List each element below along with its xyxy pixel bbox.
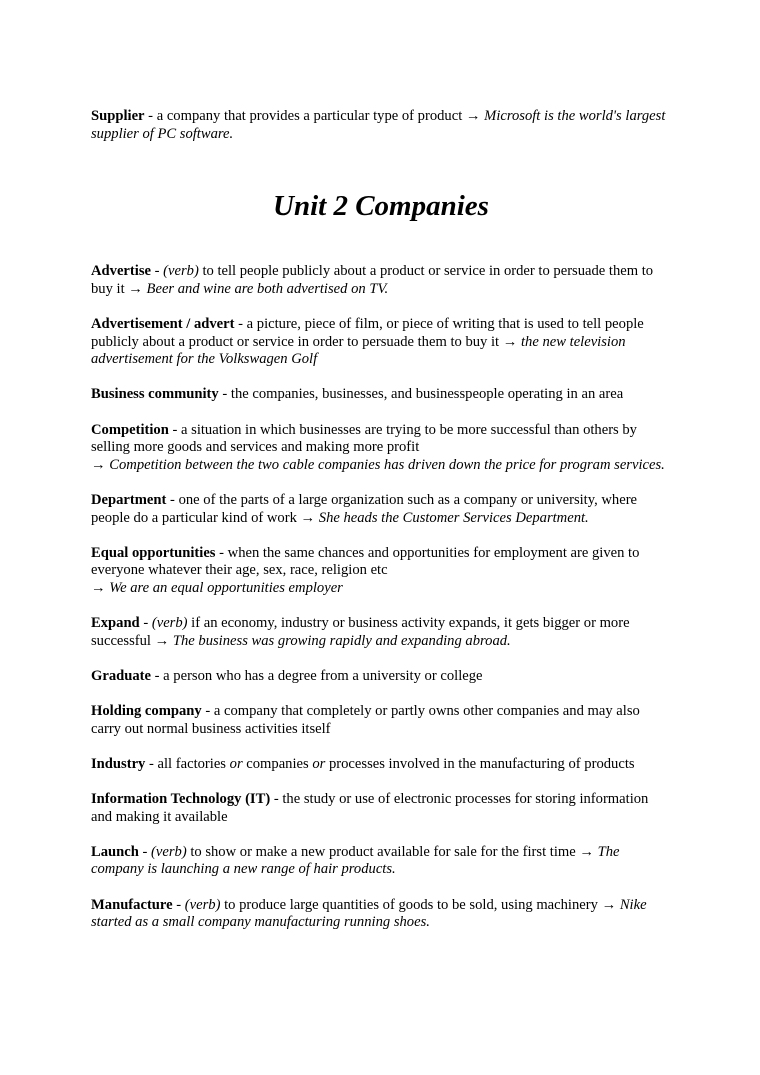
entry-graduate: [91, 668, 671, 686]
conjunction: or: [312, 755, 326, 772]
term: Supplier: [91, 108, 145, 124]
entry-equal-opportunities: [91, 545, 671, 598]
definition-part: all factories: [157, 755, 230, 772]
arrow: →: [124, 280, 147, 297]
definition: one of the parts of a large organization such as a company or university, where people do a particular kind of work: [91, 491, 638, 526]
example: Competition between the two cable companies has driven down the price for program services.: [109, 456, 665, 473]
arrow: →: [91, 456, 110, 473]
separator: -: [201, 703, 214, 720]
example: The company is launching a new range of hair products.: [91, 843, 620, 878]
entry-department: [91, 492, 671, 527]
definition: a company that completely or partly owns other companies and may also carry out normal business activities itself: [91, 703, 640, 737]
definition: when the same chances and opportunities for employment are given to everyone whatever their age, sex, race, religion etc: [91, 544, 640, 579]
entry-expand: [91, 615, 671, 650]
document-body: [91, 108, 671, 949]
part-of-speech: (verb): [151, 843, 187, 860]
separator: -: [270, 791, 283, 807]
term: Advertisement / advert: [91, 315, 235, 332]
entry-holding-company: [91, 703, 671, 738]
definition: if an economy, industry or business activity expands, it gets bigger or more successful: [91, 615, 630, 649]
part-of-speech: (verb): [184, 896, 221, 913]
separator: -: [168, 421, 182, 438]
term: Department: [91, 491, 167, 508]
example-line: [91, 580, 671, 598]
definition: a company that provides a particular type of product: [156, 108, 463, 124]
arrow: →: [597, 896, 620, 913]
part-of-speech: (verb): [163, 263, 199, 280]
example: The business was growing rapidly and expanding abroad.: [172, 632, 511, 649]
separator: -: [145, 755, 158, 772]
example: Beer and wine are both advertised on TV.: [146, 280, 389, 297]
arrow: →: [499, 333, 521, 350]
definition: the study or use of electronic processes for storing information and making it available: [91, 791, 649, 825]
example: She heads the Customer Services Department.: [318, 509, 589, 526]
example-line: [91, 457, 671, 475]
term: Expand: [91, 615, 140, 632]
page-title: Unit 2 Companies: [273, 190, 489, 223]
entry-manufacture: [91, 897, 671, 932]
conjunction: or: [229, 755, 243, 772]
example: Nike started as a small company manufacturing running shoes.: [91, 896, 647, 931]
entry-industry: [91, 756, 671, 774]
definition-part: processes involved in the manufacturing of products: [325, 755, 635, 772]
definition: to produce large quantities of goods to be sold, using machinery: [220, 896, 598, 913]
separator: -: [144, 108, 157, 124]
part-of-speech: (verb): [151, 615, 188, 632]
definition: to tell people publicly about a product or service in order to persuade them to buy it: [91, 263, 654, 297]
example: We are an equal opportunities employer: [109, 579, 343, 596]
entry-advertisement: [91, 316, 671, 369]
example: the new television advertisement for the Volkswagen Golf: [91, 333, 626, 368]
term: Advertise: [91, 263, 151, 280]
term: Holding company: [91, 703, 202, 720]
term: Industry: [91, 755, 146, 772]
arrow: →: [150, 632, 173, 649]
separator: -: [215, 544, 228, 561]
separator: -: [234, 315, 247, 332]
arrow: →: [575, 843, 598, 860]
arrow: →: [296, 509, 319, 526]
term: Business community: [91, 386, 219, 403]
separator: -: [151, 667, 164, 684]
term: Equal opportunities: [91, 544, 216, 561]
separator: -: [138, 843, 152, 860]
term: Graduate: [91, 667, 151, 684]
example: Microsoft is the world's largest supplier of PC software.: [91, 108, 666, 142]
entry-information-technology: [91, 791, 671, 826]
arrow: →: [91, 579, 110, 596]
definition: a picture, piece of film, or piece of writing that is used to tell people publicly about a product or service in order to persuade them to buy it: [91, 315, 644, 350]
separator: -: [218, 386, 231, 403]
entry-business-community: [91, 386, 671, 404]
entry-launch: [91, 844, 671, 879]
term: Launch: [91, 843, 139, 860]
separator: -: [172, 896, 185, 913]
entry-advertise: [91, 263, 671, 298]
definition: to show or make a new product available for sale for the first time: [186, 843, 576, 860]
separator: -: [150, 263, 164, 280]
term: Competition: [91, 421, 169, 438]
definition: a person who has a degree from a university or college: [163, 667, 483, 684]
definition: the companies, businesses, and businesspeople operating in an area: [230, 386, 624, 403]
separator: -: [139, 615, 152, 632]
term: Manufacture: [91, 896, 173, 913]
separator: -: [166, 491, 179, 508]
definition-part: companies: [242, 755, 313, 772]
definition: a situation in which businesses are trying to be more successful than others by selling more goods and services and making more profit: [91, 421, 637, 456]
entry-supplier: [91, 108, 671, 143]
arrow: →: [462, 108, 485, 124]
term: Information Technology (IT): [91, 791, 271, 807]
entry-competition: [91, 422, 671, 475]
